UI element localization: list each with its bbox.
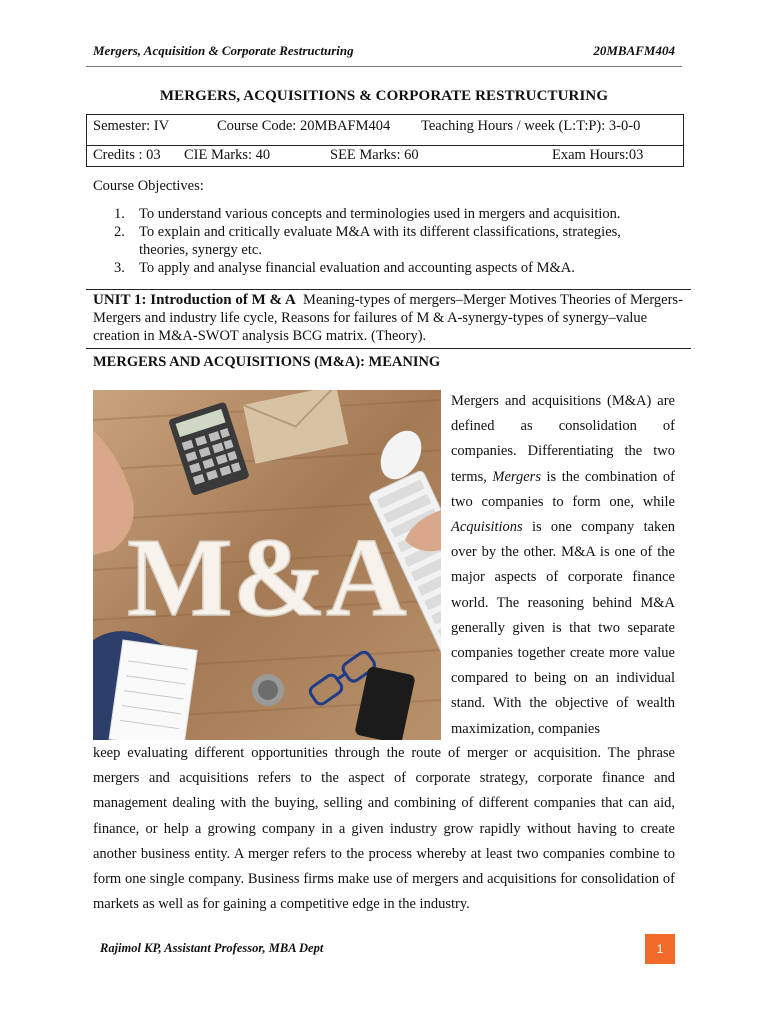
unit-summary <box>86 289 691 349</box>
course-info-row-2 <box>87 145 683 166</box>
course-info-row-1 <box>87 115 683 145</box>
semester-cell: Semester: IV <box>93 118 170 134</box>
desk-photo <box>93 390 441 740</box>
notebook-icon <box>109 640 197 740</box>
ma-illustration-image <box>93 390 441 740</box>
objective-item <box>114 259 674 277</box>
footer-author: Rajimol KP, Assistant Professor, MBA Dept <box>100 941 324 955</box>
page-title: MERGERS, ACQUISITIONS & CORPORATE RESTRUCTURING <box>159 88 609 104</box>
objective-number: 3. <box>114 260 125 276</box>
intro-text-part: Mergers and acquisitions (M&A) are defined as consolidation of companies. Differentiating the two terms, <box>451 393 675 485</box>
body-paragraph: keep evaluating different opportunities through the route of merger or acquisition. The phrase mergers and acquisitions refers to the aspect of corporate strategy, corporate finance and management dealing with the buying, selling and combining of different companies that can aid, finance, or help a growing company in a given industry grow rapidly without having to create another business entity. A merger refers to the process whereby at least two companies combine to form one single company. Business firms make use of mergers and acquisitions for consolidation of markets as well as for gaining a competitive edge in the industry. <box>93 745 675 913</box>
term-mergers: Mergers <box>492 468 541 485</box>
objective-text: To explain and critically evaluate M&A with its different classifications, strategies, theories, synergy etc. <box>139 224 621 258</box>
page-number-badge: 1 <box>645 934 675 964</box>
objectives-list <box>114 205 674 277</box>
course-code-cell: Course Code: 20MBAFM404 <box>217 118 391 134</box>
intro-text-part: is the combination of two companies to form one, while <box>451 468 676 510</box>
exam-hours-cell: Exam Hours:03 <box>552 147 644 163</box>
unit-description: Meaning-types of mergers–Merger Motives Theories of Mergers-Mergers and industry life cycle, Reasons for failures of M & A-synergy-types of synergy–value creation in M&A-SWOT analysis BCG matrix. (Theory). <box>93 292 683 344</box>
cie-marks-cell: CIE Marks: 40 <box>184 147 271 163</box>
term-acquisitions: Acquisitions <box>451 519 523 536</box>
objective-item <box>114 205 674 223</box>
course-info-table <box>86 114 684 167</box>
intro-text-part: is one company taken over by the other. M&A is one of the major aspects of corporate finance world. The reasoning behind M&A generally given is that two separate companies together create more value compared to being on an individual stand. With the objective of wealth maximization, companies <box>451 519 675 737</box>
ma-letters: M&A <box>127 516 407 640</box>
see-marks-cell: SEE Marks: 60 <box>330 147 419 163</box>
objective-number: 1. <box>114 206 125 222</box>
running-header-code: 20MBAFM404 <box>593 43 675 58</box>
credits-cell: Credits : 03 <box>93 147 161 163</box>
unit-title: UNIT 1: Introduction of M & A <box>93 292 296 308</box>
running-header-title: Mergers, Acquisition & Corporate Restructuring <box>93 43 354 58</box>
header-divider <box>86 66 682 67</box>
section-heading: MERGERS AND ACQUISITIONS (M&A): MEANING <box>93 354 441 370</box>
intro-paragraph <box>451 389 675 742</box>
objectives-heading: Course Objectives: <box>93 178 204 194</box>
objective-number: 2. <box>114 224 125 240</box>
teaching-hours-cell: Teaching Hours / week (L:T:P): 3-0-0 <box>421 118 641 134</box>
objective-item <box>114 223 674 259</box>
objective-text: To apply and analyse financial evaluation and accounting aspects of M&A. <box>139 260 575 276</box>
objective-text: To understand various concepts and terminologies used in mergers and acquisition. <box>139 206 621 222</box>
